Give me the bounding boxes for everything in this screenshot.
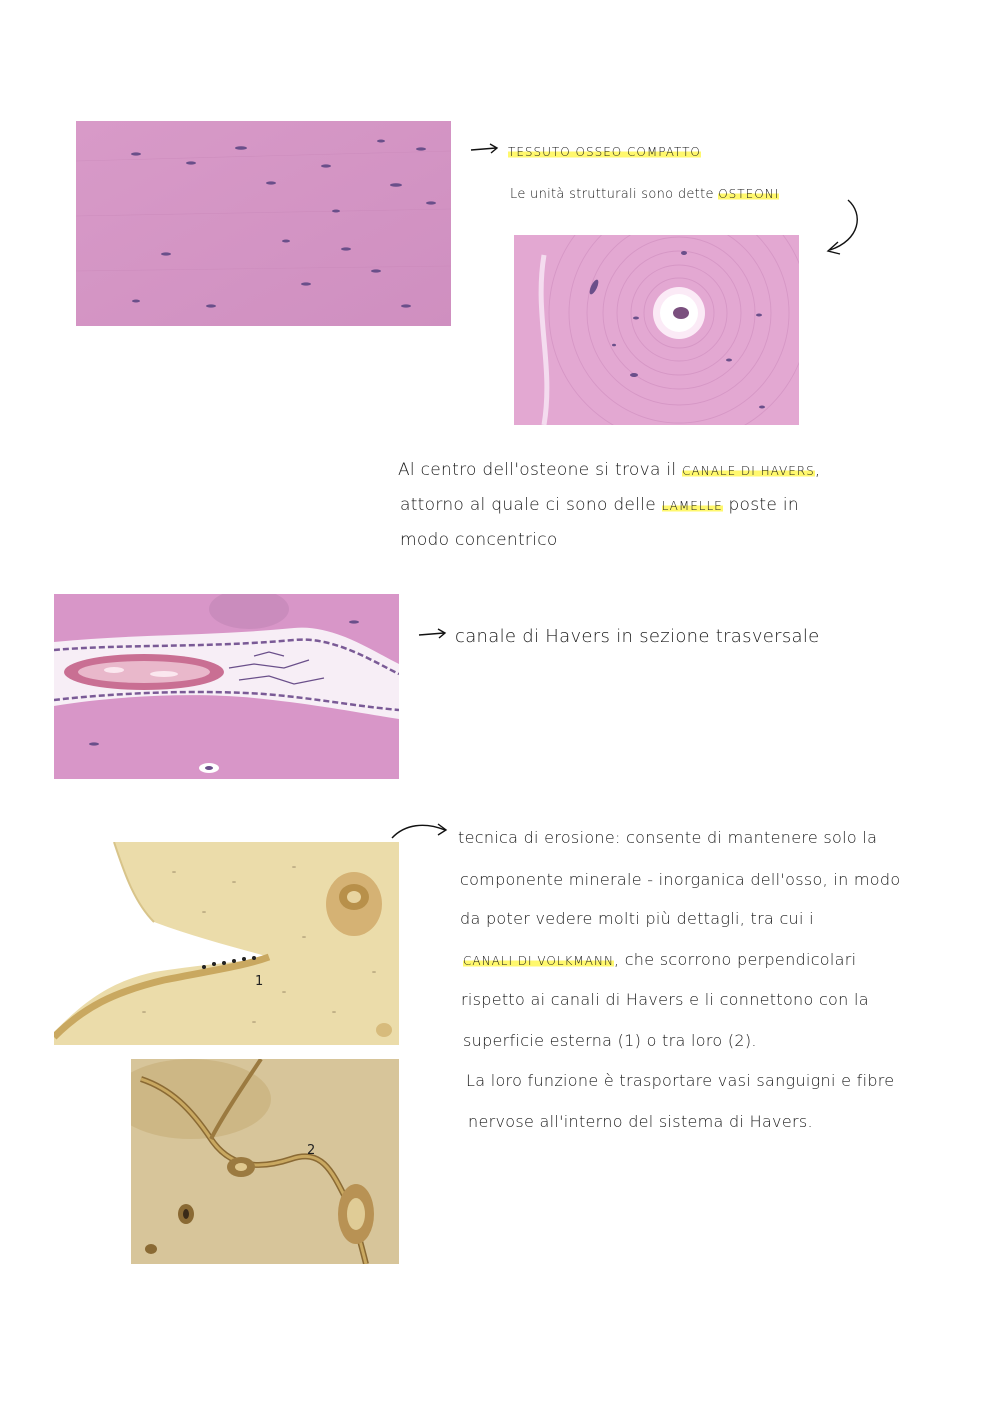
- section-title: [508, 145, 701, 159]
- p1-line1-prefix: Al centro dell'osteone si trova il: [398, 460, 683, 480]
- p1-line2-suffix: poste in: [722, 495, 799, 515]
- micrograph-compact-bone: [76, 121, 451, 326]
- erosion-line-8: nervose all'interno del sistema di Havers.: [468, 1112, 813, 1131]
- arrow-right-icon: [470, 142, 500, 156]
- micrograph-havers-canal: [54, 594, 399, 779]
- erosion-line-2: componente minerale - inorganica dell'osso, in modo: [460, 870, 901, 889]
- p1-line1-suffix: ,: [814, 460, 821, 480]
- paragraph-line-3: modo concentrico: [400, 530, 558, 550]
- title-highlight: TESSUTO OSSEO COMPATTO: [508, 145, 701, 159]
- havers-highlight: CANALE DI HAVERS: [682, 464, 815, 478]
- volkmann-label-1: 1: [255, 974, 264, 989]
- erosion-line-4-suffix: , che scorrono perpendicolari: [613, 950, 857, 969]
- osteoni-sentence: [510, 187, 779, 202]
- micrograph-erosion-1: [54, 842, 399, 1045]
- erosion-line-6: superficie esterna (1) o tra loro (2).: [463, 1031, 757, 1050]
- erosion-line-1: tecnica di erosione: consente di mantenere solo la: [458, 828, 878, 847]
- micrograph-osteon: [514, 235, 799, 425]
- lamelle-highlight: LAMELLE: [661, 499, 723, 513]
- micrograph-erosion-2: [131, 1059, 399, 1264]
- arrow-right-icon: [418, 627, 448, 641]
- volkmann-label-2: 2: [307, 1143, 316, 1158]
- volkmann-highlight: CANALI DI VOLKMANN: [463, 954, 614, 968]
- erosion-line-3: da poter vedere molti più dettagli, tra cui i: [460, 909, 814, 928]
- erosion-line-7: La loro funzione è trasportare vasi sanguigni e fibre: [466, 1071, 895, 1090]
- osteoni-highlight: OSTEONI: [718, 187, 780, 201]
- p1-line2-prefix: attorno al quale ci sono delle: [400, 495, 662, 515]
- curved-arrow-icon: [820, 196, 864, 258]
- erosion-line-5: rispetto ai canali di Havers e li connettono con la: [461, 990, 869, 1009]
- paragraph-line-2: [400, 495, 799, 515]
- erosion-line-4: [463, 950, 856, 969]
- osteoni-prefix: Le unità strutturali sono dette: [510, 187, 719, 202]
- curved-arrow-icon: [390, 820, 452, 842]
- havers-caption: canale di Havers in sezione trasversale: [455, 626, 820, 647]
- paragraph-line-1: [398, 460, 821, 480]
